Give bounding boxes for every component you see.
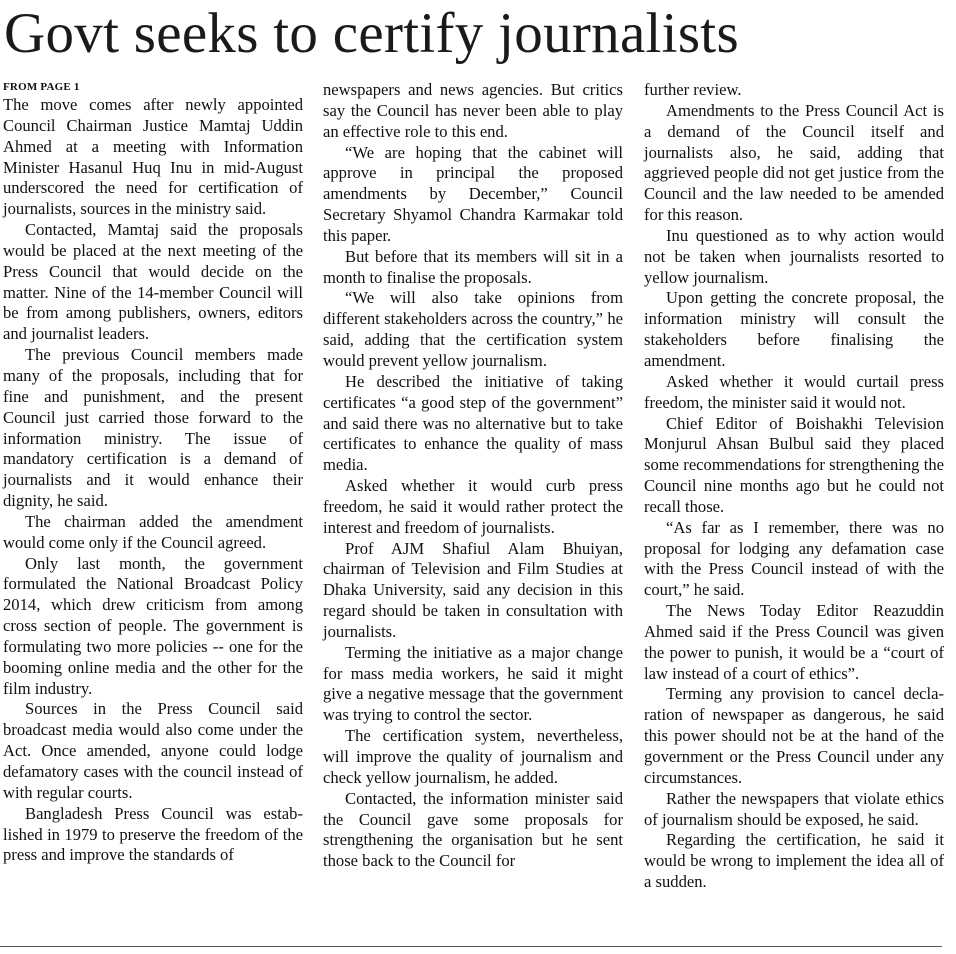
paragraph-continued: further review. <box>644 80 742 99</box>
paragraph: Contacted, Mamtaj said the proposals would be placed at the next meeting of the Press Council that would decide on the matter. Nine of the 14-member Council will be from among publishers, owners, editors and journalist leaders. <box>3 220 303 344</box>
paragraph: Prof AJM Shafiul Alam Bhuiyan, chairman of Television and Film Studies at Dhaka University, said any decision in this regard should be taken in consultation with journalists. <box>323 538 623 641</box>
paragraph: Sources in the Press Council said broadcast media would also come under the Act. Once amended, anyone could lodge defamatory cases with the council instead of with regular courts. <box>3 699 303 802</box>
paragraph: Asked whether it would curb press freedom, he said it would rather protect the interest and freedom of journalists. <box>323 476 623 537</box>
headline: Govt seeks to certify journalists <box>4 2 739 65</box>
paragraph: Asked whether it would curtail press freedom, the minister said it would not. <box>644 371 944 412</box>
paragraph: Bangladesh Press Council was established in 1979 to preserve the freedom of the press and improve the standards of <box>3 803 303 865</box>
paragraph: The move comes after newly appointed Council Chairman Justice Mamtaj Uddin Ahmed at a meeting with Information Minister Hasanul Huq Inu in mid-August underscored the need for certification of journalists, sources in the ministry said. <box>3 95 303 219</box>
paragraph: “We are hoping that the cabinet will approve in principal the proposed amendments by December,” Council Secretary Shyamol Chandra Karmakar told this paper. <box>323 142 623 245</box>
article-column-1 <box>3 79 303 866</box>
paragraph: Upon getting the concrete proposal, the information ministry will consult the stakeholders before finalising the amendment. <box>644 288 944 370</box>
paragraph: Rather the newspapers that violate ethics of journalism should be exposed, he said. <box>644 788 944 829</box>
paragraph: Only last month, the government formulated the National Broadcast Policy 2014, which drew criticism from among cross section of people. The government is formulating two more policies -- one for the booming online media and the other for the film industry. <box>3 553 303 698</box>
paragraph: The certification system, nevertheless, will improve the quality of journalism and check yellow journalism, he added. <box>323 726 623 787</box>
paragraph: The News Today Editor Reazuddin Ahmed said if the Press Council was given the power to punish, it would be a “court of law instead of a court of ethics”. <box>644 601 944 683</box>
article-column-3 <box>644 80 944 893</box>
article-column-2 <box>323 80 623 872</box>
paragraph: “As far as I remember, there was no proposal for lodging any defamation case with the Press Council instead of with the court,” he said. <box>644 517 944 600</box>
kicker-from-page: FROM PAGE 1 <box>3 81 80 93</box>
paragraph: But before that its members will sit in a month to finalise the proposals. <box>323 246 623 287</box>
paragraph: Chief Editor of Boishakhi Television Monjurul Ahsan Bulbul said they placed some recommendations for strengthening the Council nine months ago but he could not recall those. <box>644 413 944 516</box>
paragraph: Amendments to the Press Council Act is a demand of the Council itself and journalists also, he said, adding that aggrieved people did not get justice from the Council and the law needed to be amended for this reason. <box>644 100 944 225</box>
paragraph: Terming the initiative as a major change for mass media workers, he said it might give a negative message that the government was trying to control the sector. <box>323 642 623 725</box>
paragraph: The chairman added the amendment would come only if the Council agreed. <box>3 511 303 552</box>
paragraph: He described the initiative of taking certificates “a good step of the government” and said there was no alternative but to take certificates to enhance the quality of mass media. <box>323 371 623 475</box>
paragraph-continued: newspapers and news agencies. But critics say the Council has never been able to play an effective role to this end. <box>323 80 623 141</box>
paragraph: Inu questioned as to why action would not be taken when journalists resorted to yellow journalism. <box>644 225 944 287</box>
paragraph: “We will also take opinions from different stakeholders across the country,” he said, adding that the certification system would prevent yellow journalism. <box>323 288 623 370</box>
paragraph: The previous Council members made many of the proposals, including that for fine and punishment, and the present Council just carried those forward to the information ministry. The issue of mandatory certification is a demand of journalists and it would enhance their dignity, he said. <box>3 345 303 511</box>
bottom-rule-divider <box>0 946 942 947</box>
paragraph: Contacted, the information minister said the Council gave some proposals for strengthening the organisation but he sent those back to the Council for <box>323 788 623 871</box>
paragraph: Regarding the certification, he said it would be wrong to implement the idea all of a sudden. <box>644 830 944 892</box>
paragraph: Terming any provision to cancel declaration of newspaper as dangerous, he said this power should not be at the hand of the government or the Press Council under any circumstances. <box>644 684 944 787</box>
